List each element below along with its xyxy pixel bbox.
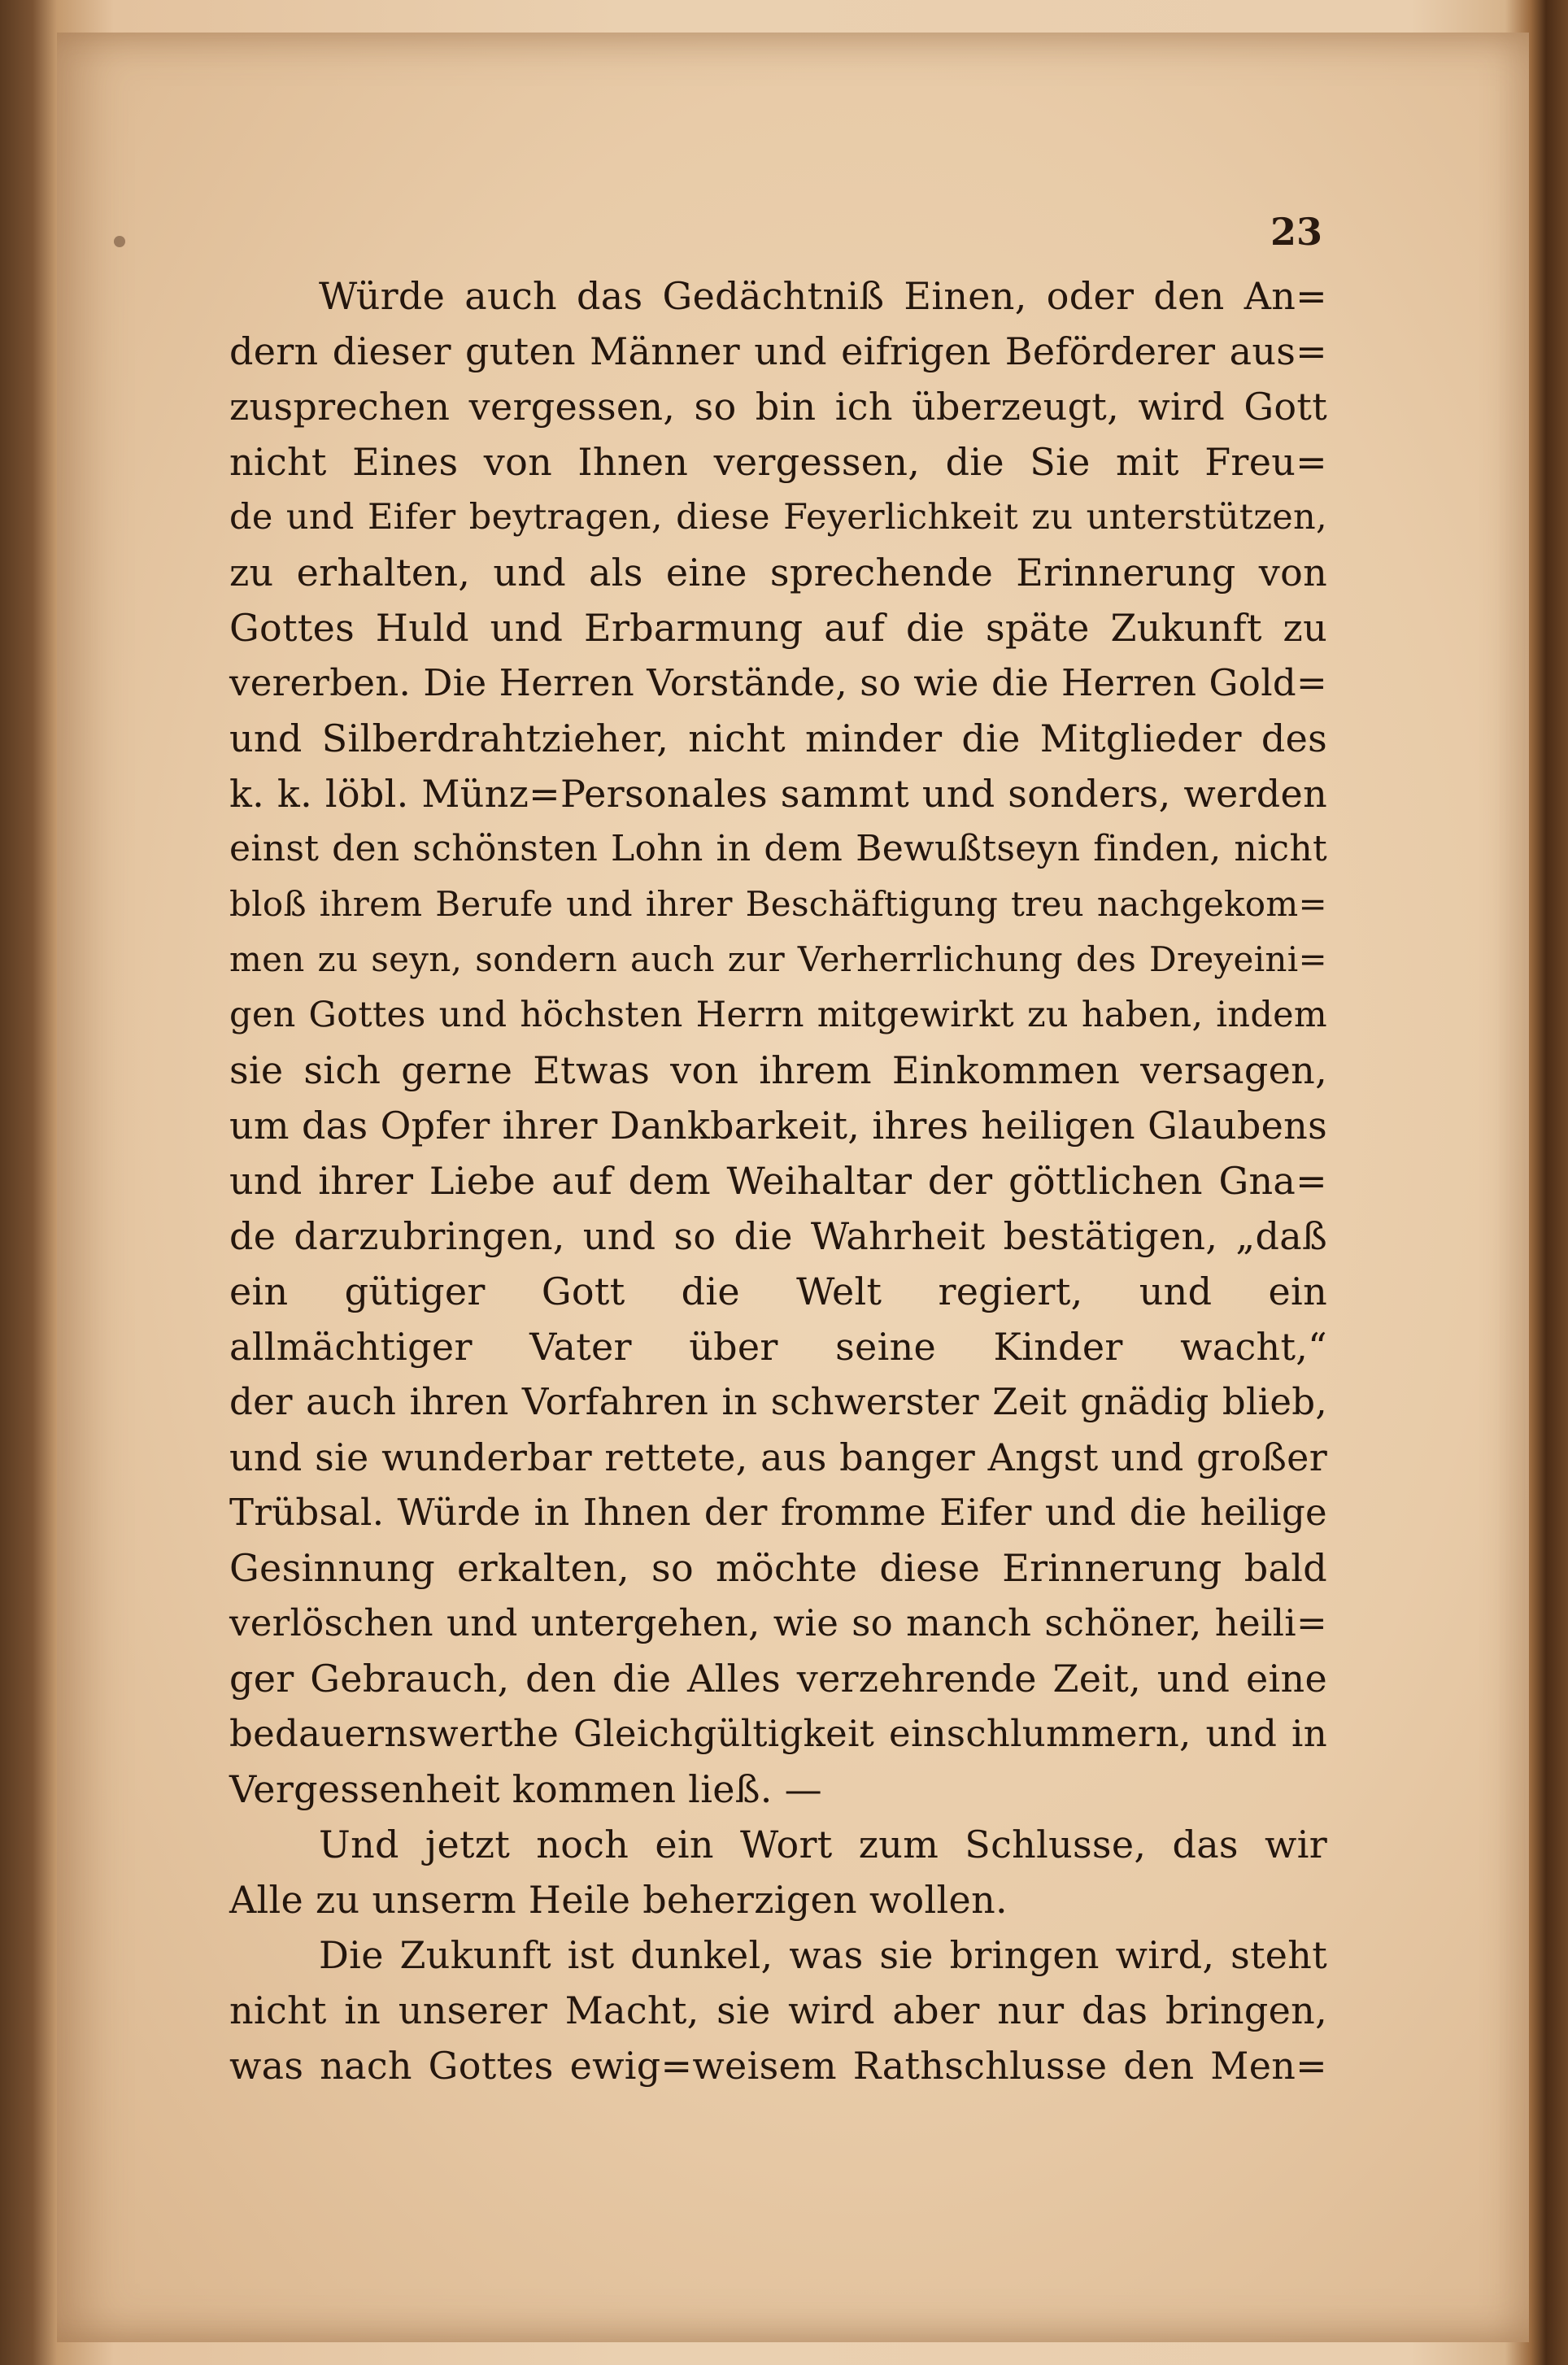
text-line: Trübsal. Würde in Ihnen der fromme Eifer und die heilige bbox=[229, 1491, 1327, 1534]
text-line: um das Opfer ihrer Dankbarkeit, ihres heiligen Glaubens bbox=[229, 1104, 1327, 1148]
text-line: Die Zukunft ist dunkel, was sie bringen wird, steht bbox=[319, 1933, 1327, 1977]
text-line: gen Gottes und höchsten Herrn mitgewirkt zu haben, indem bbox=[229, 995, 1327, 1035]
text-line: was nach Gottes ewig=weisem Rathschlusse den Men= bbox=[229, 2044, 1327, 2088]
text-line: zu erhalten, und als eine sprechende Erinnerung von bbox=[229, 551, 1327, 595]
text-line: k. k. löbl. Münz=Personales sammt und sonders, werden bbox=[229, 772, 1327, 816]
text-line: zusprechen vergessen, so bin ich überzeugt, wird Gott bbox=[229, 385, 1327, 429]
text-line: verlöschen und untergehen, wie so manch schöner, heili= bbox=[229, 1601, 1327, 1644]
text-line: allmächtiger Vater über seine Kinder wacht,“ bbox=[229, 1325, 1327, 1369]
text-line: de und Eifer beytragen, diese Feyerlichkeit zu unterstützen, bbox=[229, 497, 1327, 538]
text-line: Und jetzt noch ein Wort zum Schlusse, das wir bbox=[319, 1823, 1327, 1866]
text-line: Alle zu unserm Heile beherzigen wollen. bbox=[229, 1878, 1008, 1922]
text-body bbox=[229, 268, 1327, 2093]
text-line: und ihrer Liebe auf dem Weihaltar der göttlichen Gna= bbox=[229, 1159, 1327, 1203]
text-line: und sie wunderbar rettete, aus banger Angst und großer bbox=[229, 1435, 1327, 1479]
text-line: Gesinnung erkalten, so möchte diese Erinnerung bald bbox=[229, 1546, 1327, 1590]
text-line: einst den schönsten Lohn in dem Bewußtseyn finden, nicht bbox=[229, 828, 1327, 869]
text-line: bedauernswerthe Gleichgültigkeit einschlummern, und in bbox=[229, 1712, 1327, 1755]
page-number: 23 bbox=[1270, 210, 1322, 254]
text-line: men zu seyn, sondern auch zur Verherrlichung des Dreyeini= bbox=[229, 939, 1327, 979]
text-line: nicht Eines von Ihnen vergessen, die Sie mit Freu= bbox=[229, 440, 1327, 484]
text-line: sie sich gerne Etwas von ihrem Einkommen versagen, bbox=[229, 1048, 1327, 1092]
paper-stain bbox=[114, 236, 125, 247]
text-line: dern dieser guten Männer und eifrigen Beförderer aus= bbox=[229, 329, 1327, 373]
text-line: und Silberdrahtzieher, nicht minder die Mitglieder des bbox=[229, 716, 1327, 760]
text-line: nicht in unserer Macht, sie wird aber nur das bringen, bbox=[229, 1988, 1327, 2032]
text-line: ger Gebrauch, den die Alles verzehrende Zeit, und eine bbox=[229, 1657, 1327, 1701]
text-line: der auch ihren Vorfahren in schwerster Zeit gnädig blieb, bbox=[229, 1380, 1327, 1423]
text-line: Würde auch das Gedächtniß Einen, oder den An= bbox=[319, 274, 1327, 318]
text-line: Vergessenheit kommen ließ. — bbox=[229, 1767, 822, 1811]
text-line: vererben. Die Herren Vorstände, so wie die Herren Gold= bbox=[229, 661, 1327, 704]
text-line: ein gütiger Gott die Welt regiert, und ein bbox=[229, 1270, 1327, 1313]
text-line: bloß ihrem Berufe und ihrer Beschäftigung treu nachgekom= bbox=[229, 884, 1327, 924]
text-line: Gottes Huld und Erbarmung auf die späte Zukunft zu bbox=[229, 606, 1327, 650]
text-line: de darzubringen, und so die Wahrheit bestätigen, „daß bbox=[229, 1214, 1327, 1258]
